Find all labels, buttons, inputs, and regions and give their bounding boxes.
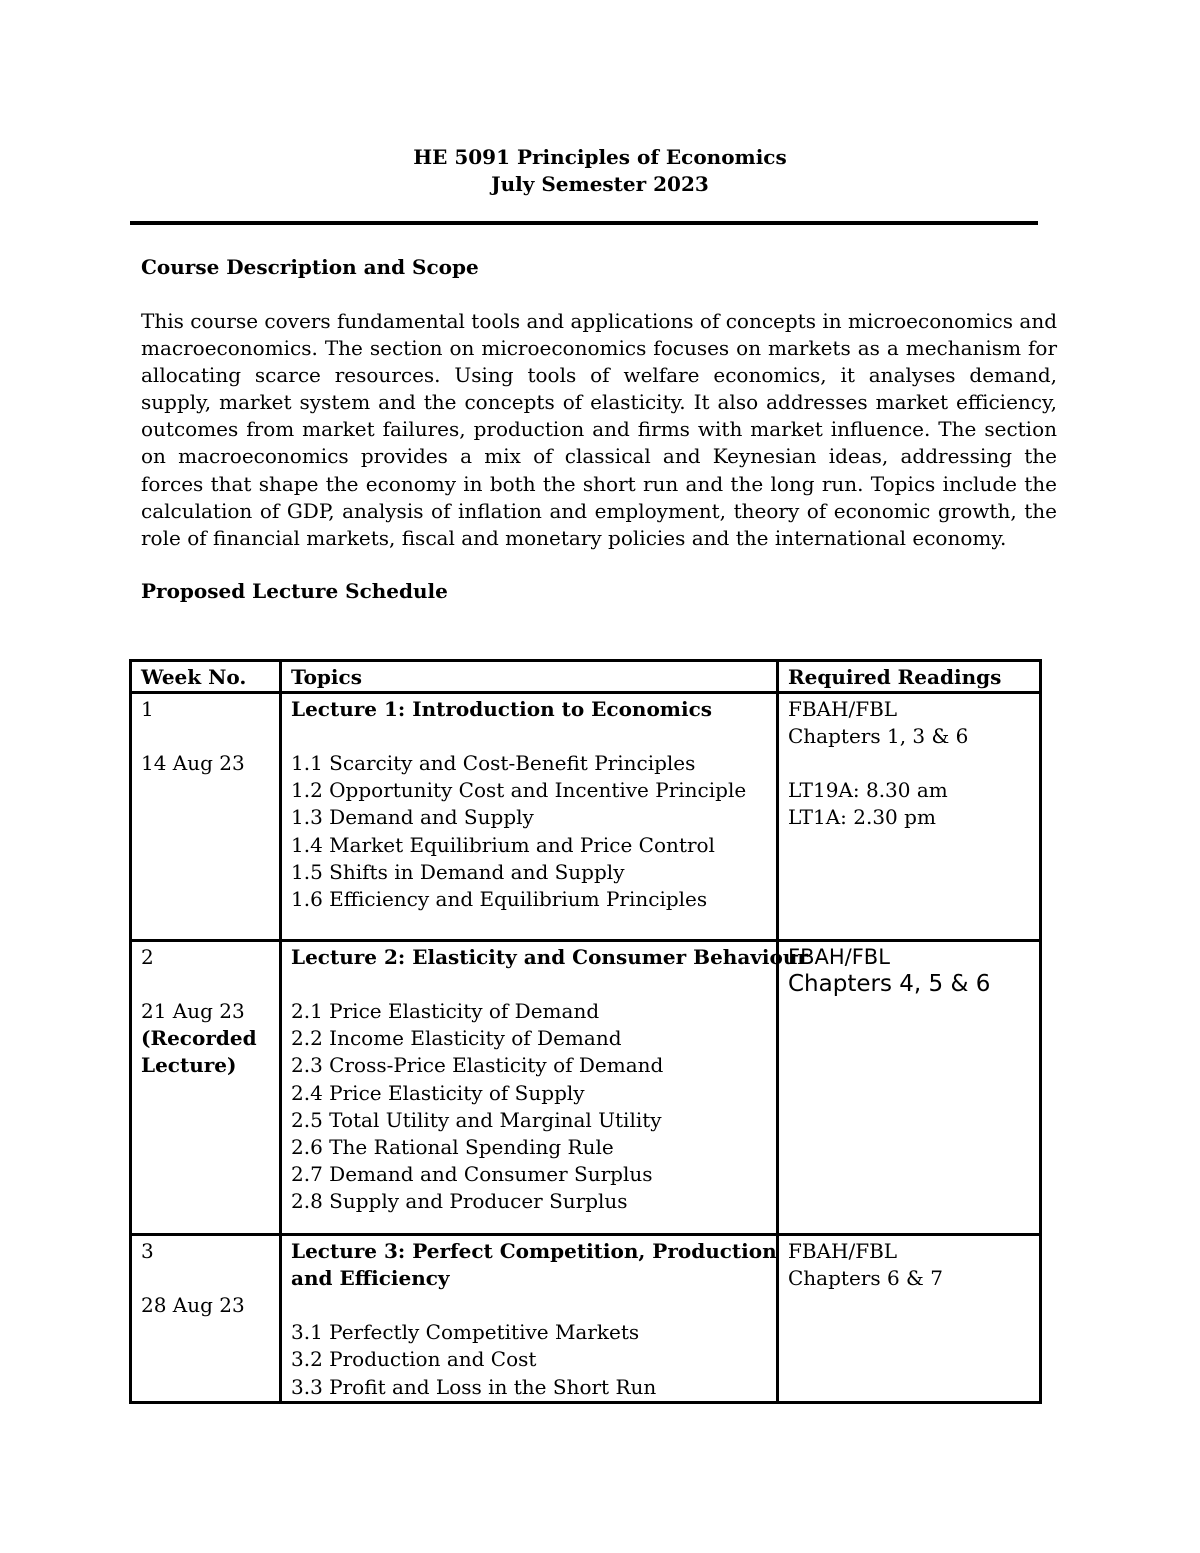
description-body: This course covers fundamental tools and applications of concepts in microeconomics and macroeconomics. The section on microeconomics focuses on markets as a mechanism for allocating scarce resources. Using tools of welfare economics, it analyses demand, supply, market system and the concepts of elasticity. It also addresses market efficiency, outcomes from market failures, production and firms with market influence. The section on macroeconomics provides a mix of classical and Keynesian ideas, addressing the forces that shape the economy in both the short run and the long run. Topics include the calculation of GDP, analysis of inflation and employment, theory of economic growth, the role of financial markets, fiscal and monetary policies and the international economy. — [141, 309, 1057, 550]
topic-item: 2.2 Income Elasticity of Demand — [291, 1026, 622, 1051]
topic-item: 3.1 Perfectly Competitive Markets — [291, 1320, 640, 1345]
week-date: 28 Aug 23 — [141, 1293, 245, 1318]
column-header-week: Week No. — [131, 661, 281, 693]
table-row — [131, 693, 1041, 941]
reading-source: FBAH/FBL — [788, 697, 898, 722]
topics-cell — [281, 1235, 778, 1403]
topics-cell — [281, 693, 778, 941]
lecture-schedule-table — [129, 659, 1042, 1404]
topic-item: 2.7 Demand and Consumer Surplus — [291, 1161, 653, 1186]
topic-item: 2.5 Total Utility and Marginal Utility — [291, 1107, 662, 1132]
week-number: 2 — [141, 945, 154, 970]
reading-chapters: Chapters 4, 5 & 6 — [788, 971, 991, 998]
topic-item: 3.2 Production and Cost — [291, 1347, 537, 1372]
week-date: 14 Aug 23 — [141, 751, 245, 776]
table-row — [131, 941, 1041, 1235]
schedule-heading: Proposed Lecture Schedule — [141, 579, 448, 603]
reading-chapters: Chapters 1, 3 & 6 — [788, 724, 969, 749]
recorded-lecture-note: Lecture) — [141, 1053, 237, 1078]
readings-cell — [778, 693, 1041, 941]
table-header-row — [131, 661, 1041, 693]
topic-item: 1.4 Market Equilibrium and Price Control — [291, 832, 715, 857]
topic-item: 2.4 Price Elasticity of Supply — [291, 1080, 585, 1105]
lecture-title: Lecture 2: Elasticity and Consumer Behaviour — [291, 945, 808, 970]
topic-item: 1.6 Efficiency and Equilibrium Principles — [291, 886, 708, 911]
week-number: 3 — [141, 1239, 154, 1264]
topic-item: 2.8 Supply and Producer Surplus — [291, 1188, 628, 1213]
topic-item: 1.1 Scarcity and Cost-Benefit Principles — [291, 751, 696, 776]
lecture-venue: LT1A: 2.30 pm — [788, 805, 936, 830]
week-date: 21 Aug 23 — [141, 999, 245, 1024]
lecture-title: Lecture 1: Introduction to Economics — [291, 697, 713, 722]
recorded-lecture-note: (Recorded — [141, 1026, 257, 1051]
topic-item: 2.3 Cross-Price Elasticity of Demand — [291, 1053, 664, 1078]
reading-chapters: Chapters 6 & 7 — [788, 1266, 943, 1291]
topic-item: 1.5 Shifts in Demand and Supply — [291, 859, 625, 884]
column-header-readings: Required Readings — [778, 661, 1041, 693]
reading-source: FBAH/FBL — [788, 1239, 898, 1264]
topic-item: 1.2 Opportunity Cost and Incentive Principle — [291, 778, 747, 803]
week-cell — [131, 1235, 281, 1403]
title-divider — [130, 221, 1038, 225]
topic-item: 2.6 The Rational Spending Rule — [291, 1134, 614, 1159]
topic-item: 3.3 Profit and Loss in the Short Run — [291, 1374, 657, 1399]
topic-item: 2.1 Price Elasticity of Demand — [291, 999, 600, 1024]
description-heading: Course Description and Scope — [141, 255, 479, 279]
table-row — [131, 1235, 1041, 1403]
lecture-venue: LT19A: 8.30 am — [788, 778, 948, 803]
course-title: HE 5091 Principles of Economics — [413, 145, 787, 169]
week-cell — [131, 693, 281, 941]
lecture-title: and Efficiency — [291, 1266, 450, 1291]
readings-cell — [778, 941, 1041, 1235]
topics-cell — [281, 941, 808, 1235]
week-cell — [131, 941, 281, 1235]
topic-item: 1.3 Demand and Supply — [291, 805, 534, 830]
readings-cell — [778, 1235, 1041, 1403]
column-header-topics: Topics — [281, 661, 778, 693]
reading-source: FBAH/FBL — [788, 945, 890, 970]
semester-title: July Semester 2023 — [491, 172, 709, 196]
week-number: 1 — [141, 697, 154, 722]
lecture-title: Lecture 3: Perfect Competition, Production — [291, 1239, 777, 1264]
